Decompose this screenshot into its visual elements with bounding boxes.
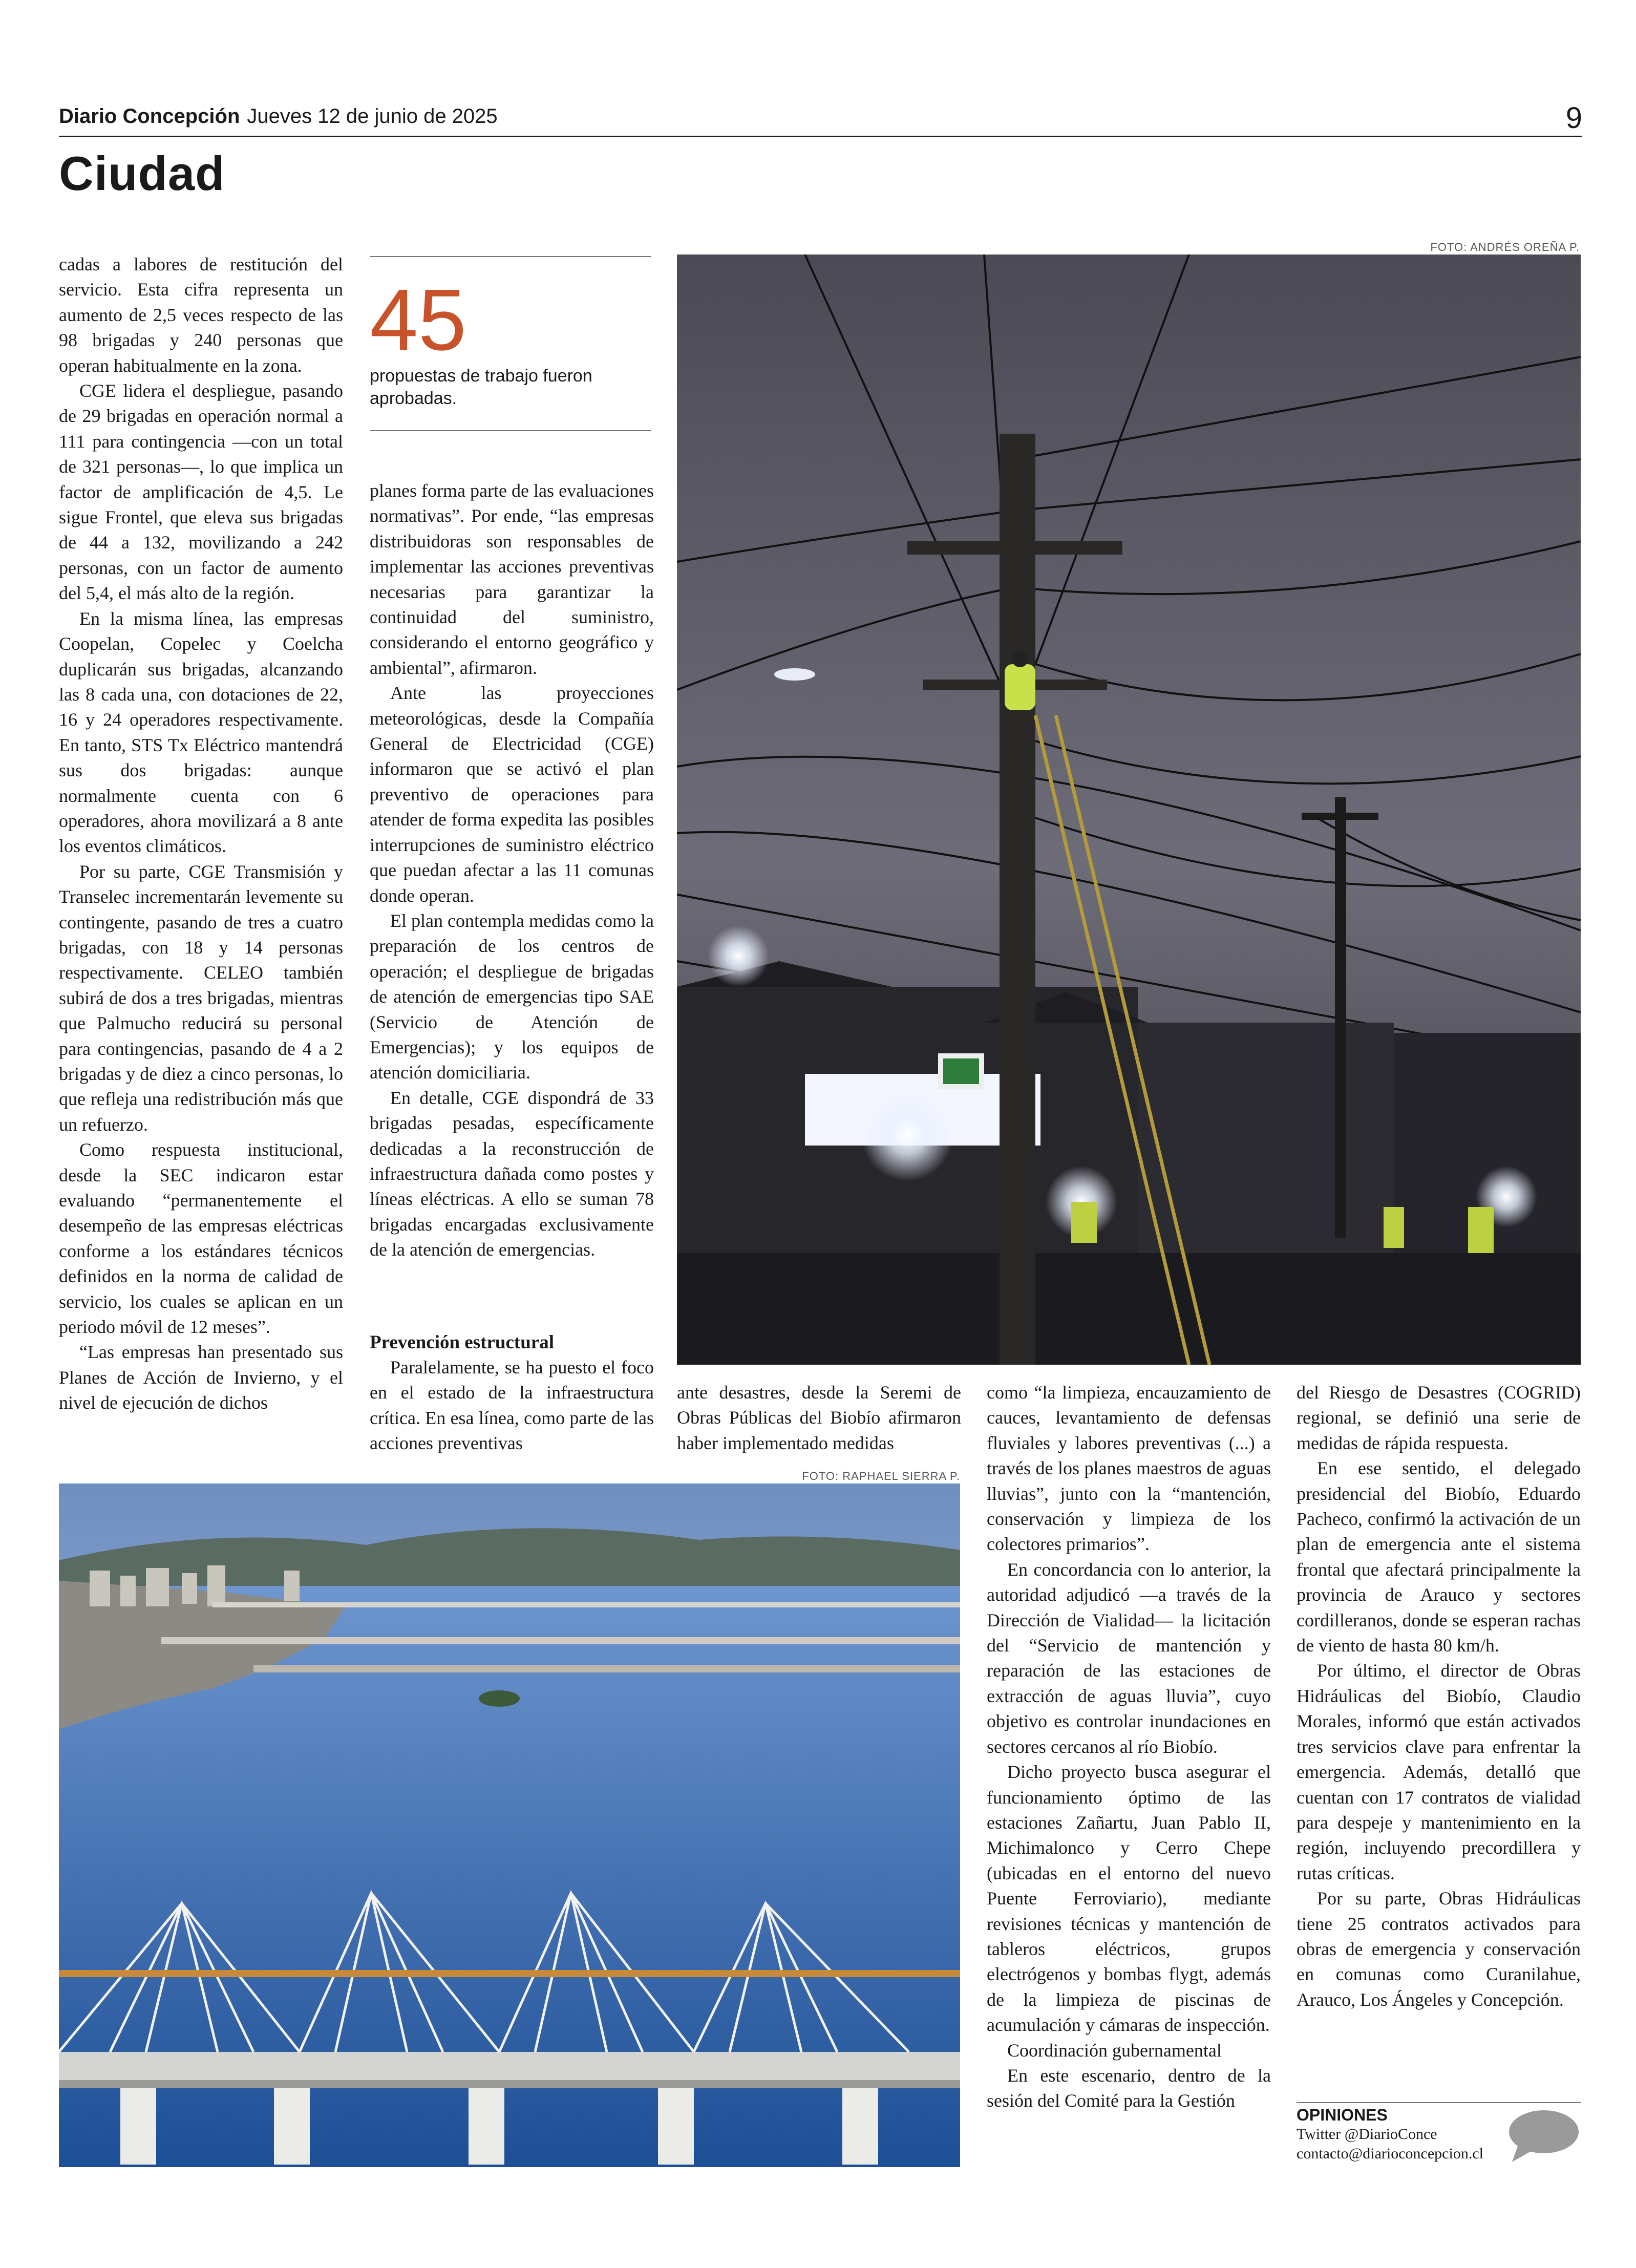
paragraph: En ese sentido, el delegado presidencial del Biobío, Eduardo Pacheco, confirmó la activación de un plan de emergencia ante el sistema frontal que afectará principalmente la provincia de Arauco y sectores cordilleranos, donde se esperan rachas de viento de hasta 80 km/h. <box>1297 1458 1581 1656</box>
opinions-email[interactable]: contacto@diarioconcepcion.cl <box>1297 2145 1483 2162</box>
paragraph: En detalle, CGE dispondrá de 33 brigadas pesadas, específicamente dedicadas a la reconstrucción de infraestructura dañada como postes y líneas eléctricas. A ello se suman 78 brigadas encargadas exclusivamente de la atención de emergencias. <box>370 1087 654 1260</box>
photo-utility-pole <box>677 255 1581 1365</box>
paragraph: Ante las proyecciones meteorológicas, desde la Compañía General de Electricidad (CGE) informaron que se activó el plan preventivo de operaciones para atender de forma expedita las posibles interrupciones de suministro eléctrico que puedan afectar a las 11 comunas donde operan. <box>370 683 654 906</box>
masthead <box>59 101 1582 137</box>
paper-name: Diario Concepción <box>59 105 240 128</box>
paragraph: del Riesgo de Desastres (COGRID) regional, se definió una serie de medidas de rápida respuesta. <box>1297 1382 1581 1453</box>
article-column-2 <box>370 478 654 1263</box>
opinions-title: OPINIONES <box>1297 2106 1388 2124</box>
subheading-prevencion: Prevención estructural <box>370 1332 554 1353</box>
paragraph: planes forma parte de las evaluaciones normativas”. Por ende, “las empresas distribuidoras son responsables de implementar las acciones preventivas necesarias para garantizar la continuidad del suministro, considerando el entorno geográfico y ambiental”, afirmaron. <box>370 480 654 678</box>
section-title: Ciudad <box>59 146 225 200</box>
paragraph: Paralelamente, se ha puesto el foco en el estado de la infraestructura crítica. En esa línea, como parte de las acciones preventivas <box>370 1357 654 1454</box>
paragraph: En este escenario, dentro de la sesión del Comité para la Gestión <box>987 2065 1271 2111</box>
paragraph: ante desastres, desde la Seremi de Obras Públicas del Biobío afirmaron haber implementado medidas <box>677 1382 961 1453</box>
paragraph: En la misma línea, las empresas Coopelan, Copelec y Coelcha duplicarán sus brigadas, alcanzando las 8 cada una, con dotaciones de 22, 16 y 24 operadores respectivamente. En tanto, STS Tx Eléctrico mantendrá sus dos brigadas: aunque normalmente cuenta con 6 operadores, ahora movilizará a 8 ante los eventos climáticos. <box>59 608 343 857</box>
paragraph: como “la limpieza, encauzamiento de cauces, levantamiento de defensas fluviales y labores preventivas (...) a través de los planes maestros de aguas lluvias”, junto con la “mantención, conservación y limpieza de los colectores primarios”. <box>987 1382 1271 1555</box>
paragraph: El plan contempla medidas como la preparación de los centros de operación; el despliegue de brigadas de atención de emergencias tipo SAE (Servicio de Atención de Emergencias); y los equipos de atención domiciliaria. <box>370 910 654 1083</box>
photo1-credit: FOTO: ANDRÉS OREÑA P. <box>1430 241 1580 253</box>
paragraph: Como respuesta institucional, desde la SEC indicaron estar evaluando “permanentemente el desempeño de las empresas eléctricas conforme a los estándares técnicos definidos en la norma de calidad de servicio, los cuales se aplican en un periodo móvil de 12 meses”. <box>59 1139 343 1338</box>
highlight-text: propuestas de trabajo fueron aprobadas. <box>370 366 592 408</box>
paragraph: Dicho proyecto busca asegurar el funcionamiento óptimo de las estaciones Zañartu, Juan Pablo II, Michimalonco y Cerro Chepe (ubicadas en el entorno del nuevo Puente Ferroviario), mediante revisiones técnicas y mantención de tableros eléctricos, grupos electrógenos y bombas flygt, además de la limpieza de piscinas de acumulación y cámaras de inspección. <box>987 1762 1271 2036</box>
article-column-2-heading <box>370 1330 654 1355</box>
page-number: 9 <box>1565 101 1582 135</box>
paragraph: CGE lidera el despliegue, pasando de 29 brigadas en operación normal a 111 para contingencia —con un total de 321 personas—, lo que implica un factor de amplificación de 4,5. Le sigue Frontel, que eleva sus brigadas de 44 a 132, movilizando a 242 personas, con un factor de aumento del 5,4, el más alto de la región. <box>59 380 343 604</box>
highlight-number: 45 <box>370 271 467 369</box>
paragraph: Por último, el director de Obras Hidráulicas del Biobío, Claudio Morales, informó que están activados tres servicios clave para enfrentar la emergencia. Además, detalló que cuentan con 17 contratos de vialidad para despeje y mantenimiento en la región, incluyendo precordillera y rutas críticas. <box>1297 1660 1581 1883</box>
paragraph: Por su parte, Obras Hidráulicas tiene 25 contratos activados para obras de emergencia y conservación en comunas como Curanilahue, Arauco, Los Ángeles y Concepción. <box>1297 1888 1581 2010</box>
issue-date: Jueves 12 de junio de 2025 <box>247 105 498 128</box>
highlight-top-rule <box>370 256 651 257</box>
photo2-credit: FOTO: RAPHAEL SIERRA P. <box>802 1470 960 1482</box>
article-column-5 <box>1297 1380 1581 2012</box>
article-column-1 <box>59 252 343 1416</box>
paragraph: Por su parte, CGE Transmisión y Transelec incrementarán levemente su contingente, pasando de tres a cuatro brigadas, con 18 y 14 personas respectivamente. CELEO también subirá de dos a tres brigadas, mientras que Palmucho reducirá su personal para contingencias, pasando de 4 a 2 brigadas y de diez a cinco personas, lo que refleja una redistribución más que un refuerzo. <box>59 861 343 1135</box>
photo-river-bridges <box>59 1483 960 2167</box>
article-column-3 <box>677 1380 961 1456</box>
paragraph: cadas a labores de restitución del servicio. Esta cifra representa un aumento de 2,5 veces respecto de las 98 brigadas y 240 personas que operan habitualmente en la zona. <box>59 254 343 376</box>
paragraph: “Las empresas han presentado sus Planes de Acción de Invierno, y el nivel de ejecución de dichos <box>59 1342 343 1413</box>
opinions-rule <box>1297 2102 1581 2103</box>
article-column-4 <box>987 1380 1271 2114</box>
highlight-bottom-rule <box>370 430 651 431</box>
opinions-twitter[interactable]: Twitter @DiarioConce <box>1297 2126 1437 2143</box>
speech-bubble-icon <box>1508 2109 1580 2165</box>
article-column-2b <box>370 1355 654 1456</box>
paragraph: En concordancia con lo anterior, la autoridad adjudicó —a través de la Dirección de Vialidad— la licitación del “Servicio de mantención y reparación de las estaciones de extracción de aguas lluvia”, cuyo objetivo es controlar inundaciones en sectores cercanos al río Biobío. <box>987 1559 1271 1757</box>
paragraph: Coordinación gubernamental <box>1007 2040 1222 2061</box>
